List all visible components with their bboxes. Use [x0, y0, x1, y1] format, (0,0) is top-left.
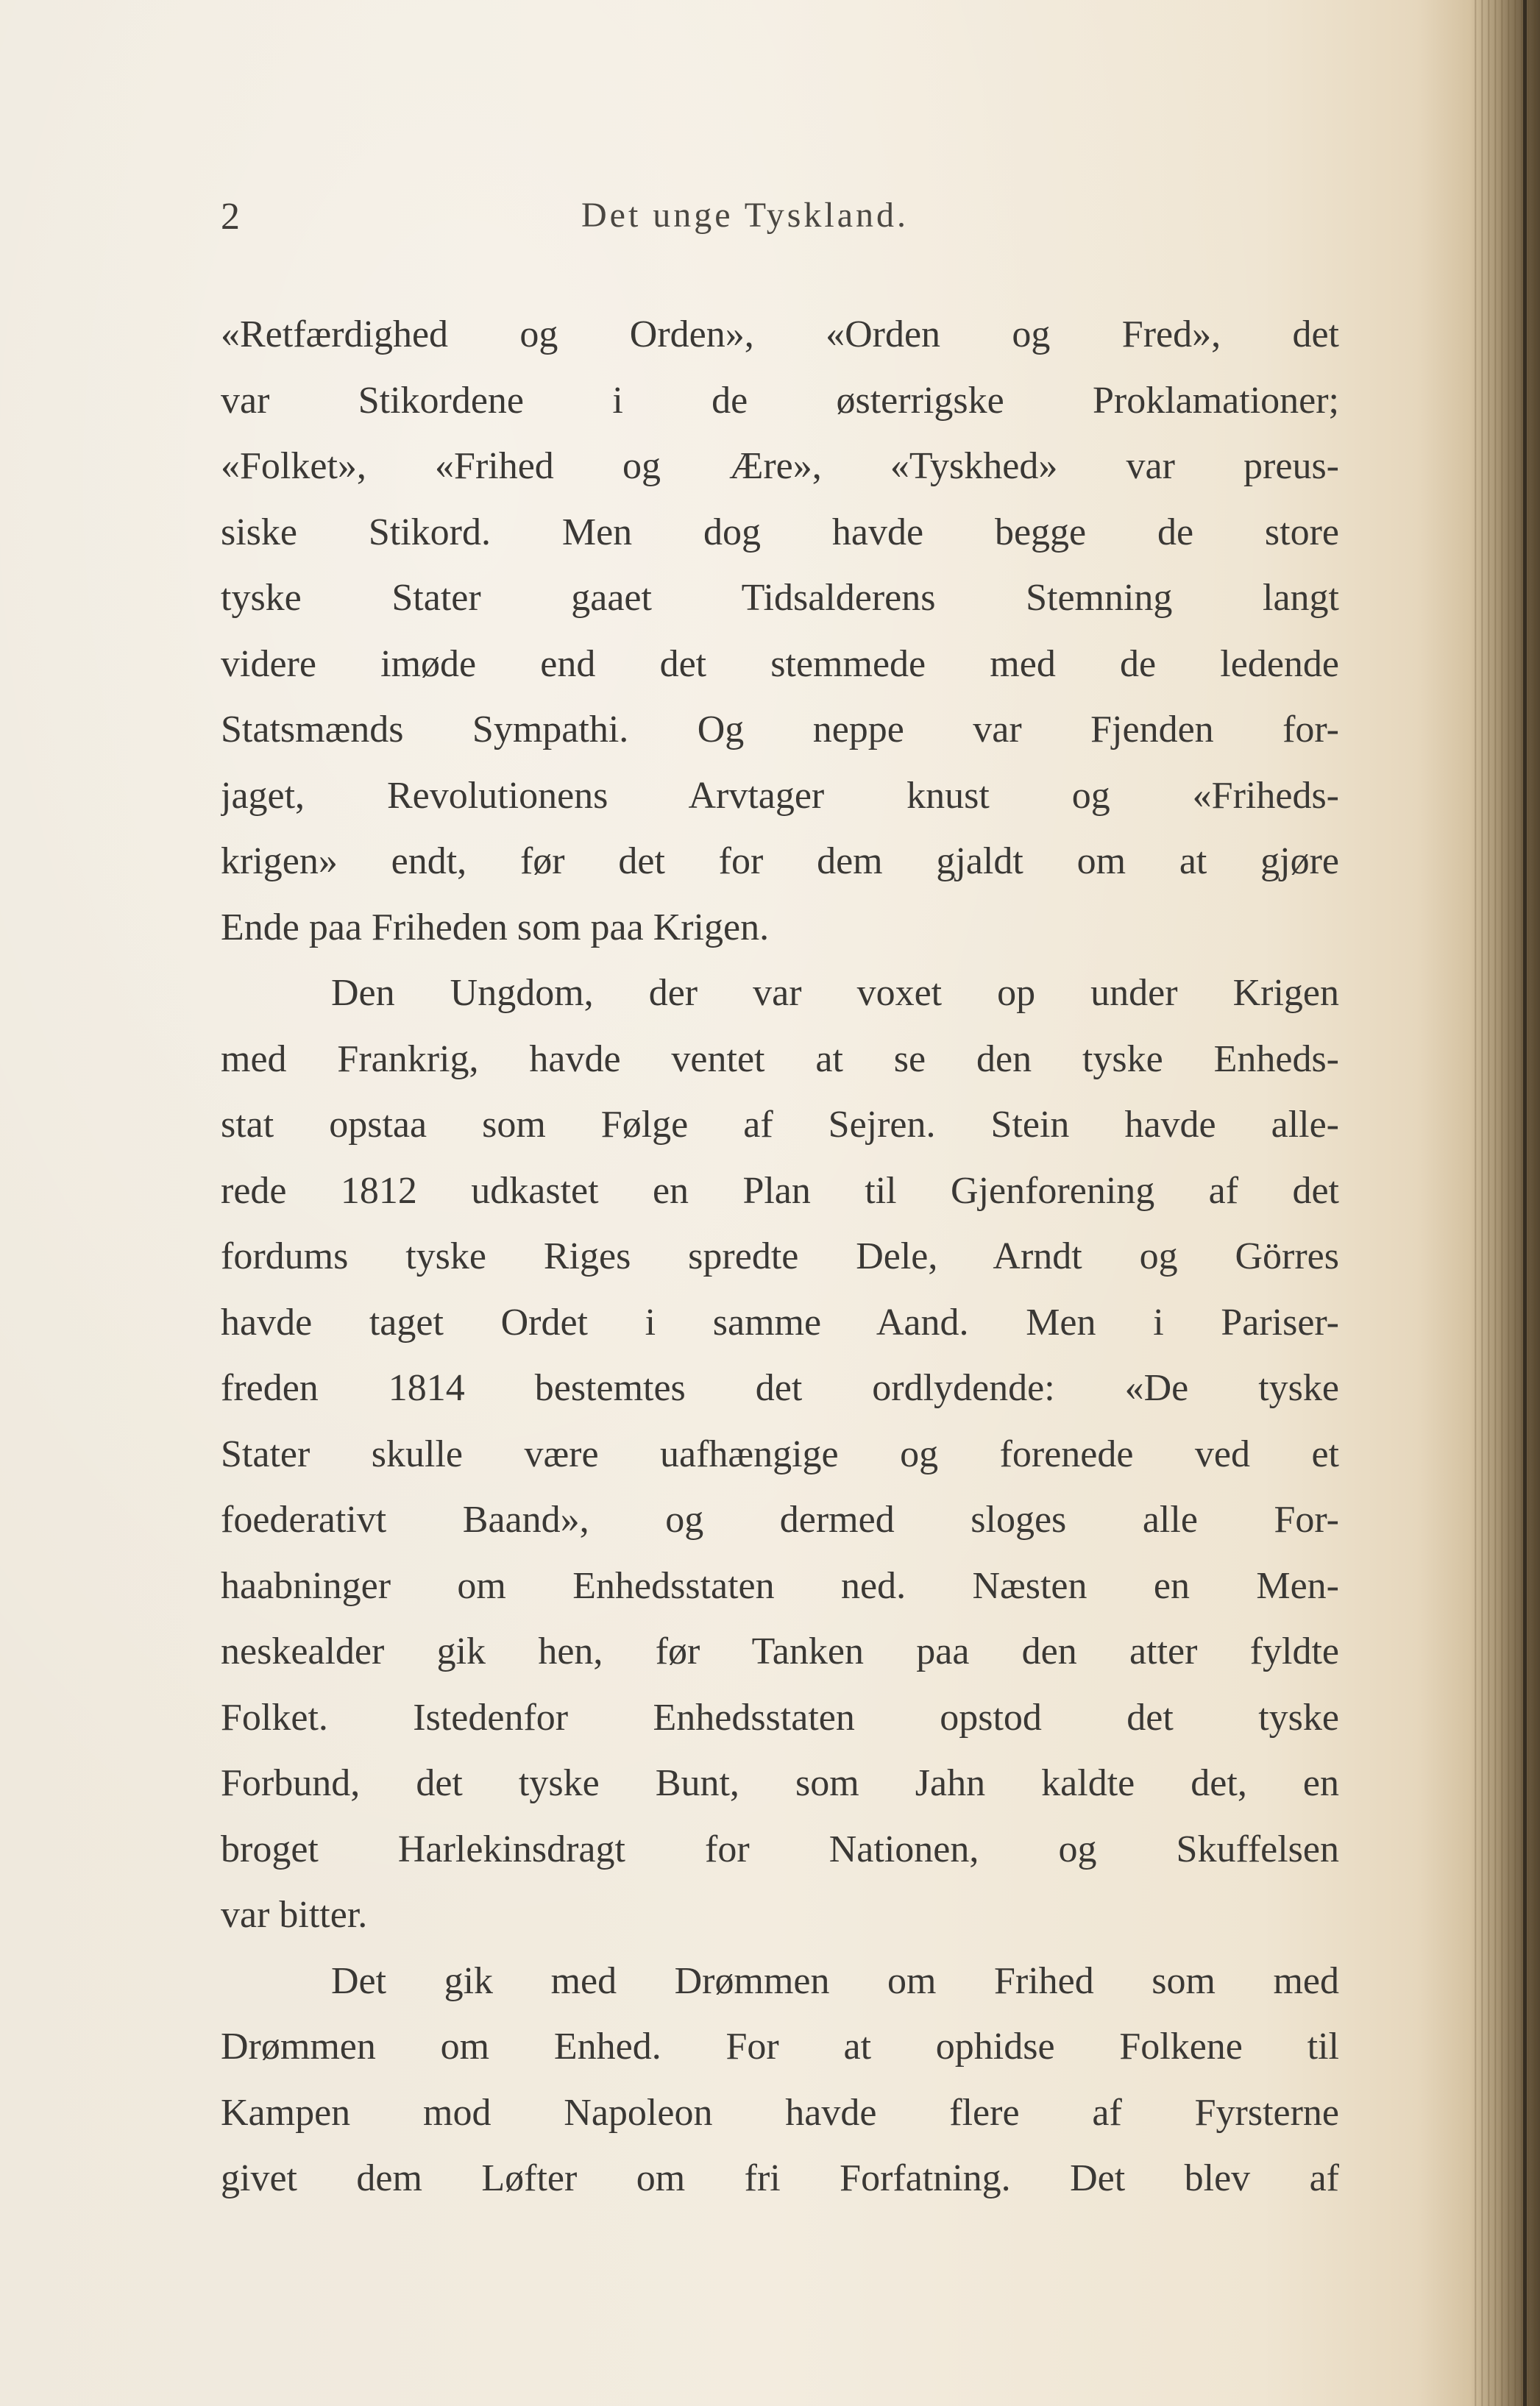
text-line: «Retfærdighed og Orden», «Orden og Fred», det	[221, 313, 1339, 355]
text-line: var Stikordene i de østerrigske Proklamationer;	[221, 379, 1339, 422]
running-title: Det unge Tyskland.	[581, 196, 909, 235]
text-line: var bitter.	[221, 1894, 368, 1936]
text-line: broget Harlekinsdragt for Nationen, og Skuffelsen	[221, 1828, 1339, 1870]
text-line: freden 1814 bestemtes det ordlydende: «De tyske	[221, 1367, 1339, 1409]
text-line: jaget, Revolutionens Arvtager knust og «Friheds-	[221, 774, 1339, 817]
text-line: krigen» endt, før det for dem gjaldt om at gjøre	[221, 840, 1339, 882]
page-header	[221, 195, 1339, 246]
binding-edge	[1523, 0, 1527, 2406]
text-line: givet dem Løfter om fri Forfatning. Det blev af	[221, 2157, 1339, 2199]
text-line: med Frankrig, havde ventet at se den tyske Enheds-	[221, 1037, 1339, 1080]
text-line: Statsmænds Sympathi. Og neppe var Fjenden for-	[221, 709, 1339, 750]
text-line: siske Stikord. Men dog havde begge de store	[221, 511, 1339, 553]
text-line: Stater skulle være uafhængige og forenede ved et	[221, 1433, 1339, 1475]
text-line: fordums tyske Riges spredte Dele, Arndt og Görres	[221, 1235, 1339, 1277]
text-line: stat opstaa som Følge af Sejren. Stein havde alle-	[221, 1104, 1339, 1146]
text-line: Drømmen om Enhed. For at ophidse Folkene til	[221, 2026, 1339, 2068]
text-line: Forbund, det tyske Bunt, som Jahn kaldte det, en	[221, 1762, 1339, 1804]
text-line: Kampen mod Napoleon havde flere af Fyrsterne	[221, 2091, 1339, 2134]
text-line: Ende paa Friheden som paa Krigen.	[221, 906, 770, 948]
text-line: videre imøde end det stemmede med de ledende	[221, 642, 1339, 685]
text-line: foederativt Baand», og dermed sloges alle For-	[221, 1499, 1339, 1541]
page-edge-shadow	[1470, 0, 1540, 2406]
text-line: neskealder gik hen, før Tanken paa den atter fyldte	[221, 1630, 1339, 1672]
text-line: havde taget Ordet i samme Aand. Men i Pariser-	[221, 1301, 1339, 1344]
text-line: rede 1812 udkastet en Plan til Gjenforening af det	[221, 1169, 1339, 1212]
text-line: haabninger om Enhedsstaten ned. Næsten en Men-	[221, 1564, 1339, 1607]
text-line: Det gik med Drømmen om Frihed som med	[331, 1959, 1339, 2002]
text-line: tyske Stater gaaet Tidsalderens Stemning langt	[221, 577, 1339, 619]
text-line: «Folket», «Frihed og Ære», «Tyskhed» var preus-	[221, 445, 1339, 487]
text-line: Den Ungdom, der var voxet op under Krigen	[331, 972, 1339, 1014]
body-text	[221, 302, 1339, 2212]
text-line: Folket. Istedenfor Enhedsstaten opstod det tyske	[221, 1696, 1339, 1739]
page-number: 2	[221, 196, 241, 238]
